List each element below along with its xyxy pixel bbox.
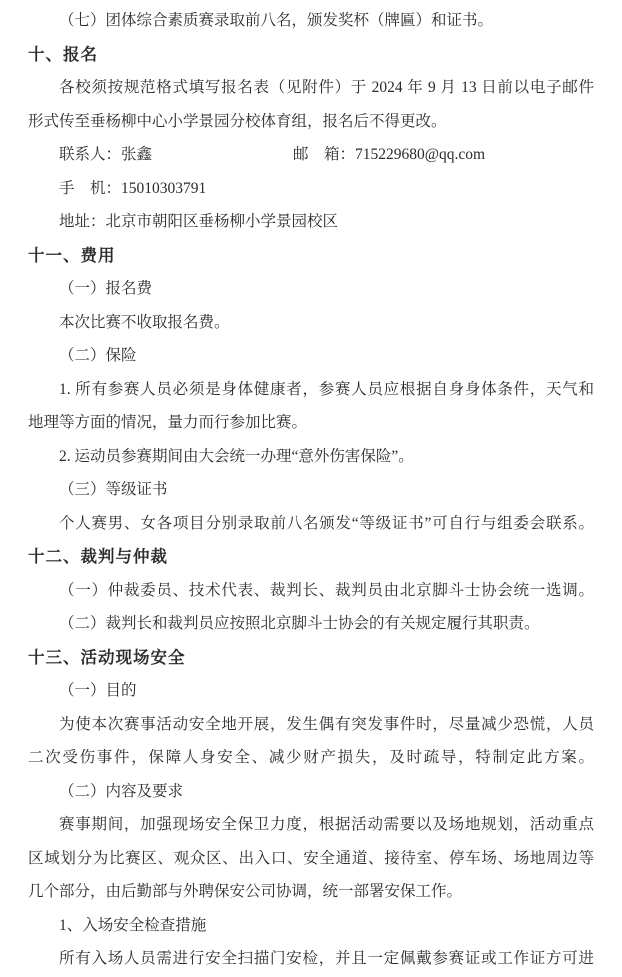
fees-sub1-line-1: 本次比赛不收取报名费。 — [59, 313, 230, 331]
safety-sub2-line-1: 赛事期间，加强现场安全保卫力度，根据活动需要以及场地规划，活动重点 — [59, 816, 594, 833]
referee-line-1: （一）仲裁委员、技术代表、裁判长、裁判员由北京脚斗士协会统一选调。 — [59, 581, 594, 599]
fees-sub1-title: （一）报名费 — [59, 280, 153, 297]
safety-sub1-title: （一）目的 — [59, 682, 137, 699]
fees-sub3-title: （三）等级证书 — [59, 481, 168, 498]
contact-email: 邮 箱：715229680@qq.com — [293, 146, 486, 163]
safety-sub3-title: 1、入场安全检查措施 — [59, 916, 207, 934]
safety-sub1-line-1: 为使本次赛事活动安全地开展，发生偶有突发事件时，尽量减少恐慌，人员 — [59, 715, 594, 733]
fees-sub2-line-3: 2. 运动员参赛期间由大会统一办理“意外伤害保险”。 — [59, 447, 414, 465]
fees-sub2-title: （二）保险 — [59, 347, 137, 364]
fees-sub3-line-1: 个人赛男、女各项目分别录取前八名颁发“等级证书”可自行与组委会联系。 — [59, 514, 594, 532]
contact-address: 地址：北京市朝阳区垂杨柳小学景园校区 — [59, 213, 339, 230]
safety-sub2-line-2: 区域划分为比赛区、观众区、出入口、安全通道、接待室、停车场、场地周边等 — [28, 849, 594, 867]
safety-sub2-line-3: 几个部分，由后勤部与外聘保安公司协调，统一部署安保工作。 — [28, 883, 463, 900]
heading-11-fees: 十一、费用 — [28, 245, 116, 265]
safety-sub2-title: （二）内容及要求 — [59, 782, 184, 800]
clause-7-awards: （七）团体综合素质赛录取前八名，颁发奖杯（牌匾）和证书。 — [59, 12, 494, 29]
safety-sub3-line-1: 所有入场人员需进行安全扫描门安检，并且一定佩戴参赛证或工作证方可进 — [59, 950, 594, 967]
heading-12-referee: 十二、裁判与仲裁 — [28, 547, 168, 566]
heading-10-registration: 十、报名 — [28, 44, 98, 64]
fees-sub2-line-1: 1. 所有参赛人员必须是身体健康者，参赛人员应根据自身身体条件，天气和 — [59, 380, 594, 398]
registration-line-2: 形式传至垂杨柳中心小学景园分校体育组，报名后不得更改。 — [28, 112, 447, 130]
contact-phone: 手 机：15010303791 — [59, 179, 207, 197]
heading-13-safety: 十三、活动现场安全 — [28, 647, 186, 667]
contact-name: 联系人：张鑫 — [59, 146, 153, 163]
registration-line-1: 各校须按规范格式填写报名表（见附件）于 2024 年 9 月 13 日前以电子邮件 — [59, 79, 594, 96]
referee-line-2: （二）裁判长和裁判员应按照北京脚斗士协会的有关规定履行其职责。 — [59, 615, 540, 632]
fees-sub2-line-2: 地理等方面的情况，量力而行参加比赛。 — [28, 414, 308, 431]
safety-sub1-line-2: 二次受伤事件，保障人身安全、减少财产损失，及时疏导，特制定此方案。 — [28, 749, 594, 766]
contact-row — [28, 138, 594, 172]
